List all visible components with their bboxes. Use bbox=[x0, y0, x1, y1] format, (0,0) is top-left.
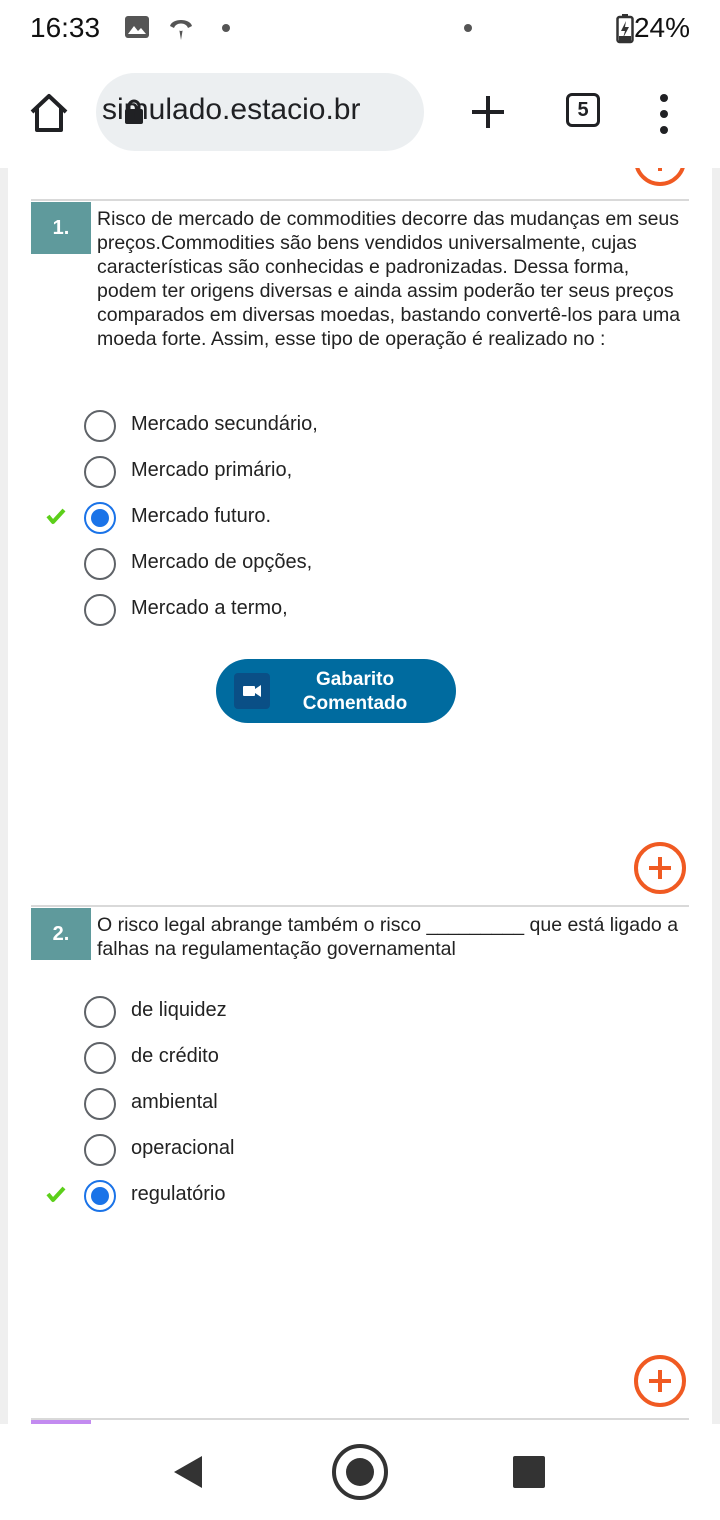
check-icon bbox=[46, 507, 66, 530]
radio-button[interactable] bbox=[84, 410, 116, 442]
status-bar bbox=[0, 0, 720, 58]
radio-button[interactable] bbox=[84, 548, 116, 580]
option-label: operacional bbox=[131, 1137, 235, 1159]
radio-button-selected[interactable] bbox=[84, 1180, 116, 1212]
tabs-icon[interactable]: 5 bbox=[566, 93, 600, 127]
gabarito-label bbox=[280, 668, 430, 716]
fiber-icon bbox=[166, 14, 196, 49]
option-label: regulatório bbox=[131, 1183, 226, 1205]
option-label: Mercado de opções, bbox=[131, 551, 313, 573]
status-time: 16:33 bbox=[30, 12, 101, 43]
system-navigation-bar bbox=[0, 1424, 720, 1520]
address-bar[interactable] bbox=[96, 73, 424, 151]
charging-battery-icon bbox=[616, 14, 634, 49]
question-number: 2. bbox=[31, 908, 91, 960]
gabarito-label-line2: Comentado bbox=[302, 693, 408, 714]
divider bbox=[31, 905, 689, 907]
option-label: Mercado primário, bbox=[131, 459, 293, 481]
url-text[interactable]: simulado.estacio.br bbox=[102, 93, 361, 126]
radio-button[interactable] bbox=[84, 1134, 116, 1166]
option-label: Mercado a termo, bbox=[131, 597, 288, 619]
question-text: O risco legal abrange também o risco _________ que está ligado a falhas na regulamentação governamental bbox=[97, 914, 679, 960]
question-sheet bbox=[8, 168, 712, 1424]
option-label: Mercado futuro. bbox=[131, 505, 272, 527]
check-icon bbox=[46, 1185, 66, 1208]
divider bbox=[31, 199, 689, 201]
option-label: de crédito bbox=[131, 1045, 219, 1067]
home-icon[interactable] bbox=[28, 92, 70, 134]
gabarito-label-line1: Gabarito bbox=[315, 669, 395, 690]
notification-dot bbox=[464, 24, 472, 32]
recents-icon[interactable] bbox=[513, 1456, 545, 1493]
radio-button[interactable] bbox=[84, 594, 116, 626]
menu-icon[interactable] bbox=[654, 92, 674, 136]
image-icon bbox=[124, 14, 150, 45]
video-camera-icon bbox=[234, 673, 270, 709]
page-background bbox=[0, 168, 720, 1424]
plus-icon[interactable] bbox=[466, 90, 510, 134]
gabarito-comentado-button[interactable] bbox=[216, 659, 456, 723]
expand-plus-icon[interactable] bbox=[634, 1355, 686, 1407]
radio-button[interactable] bbox=[84, 1088, 116, 1120]
expand-plus-icon[interactable] bbox=[634, 168, 686, 186]
question-number: 1. bbox=[31, 202, 91, 254]
radio-button[interactable] bbox=[84, 456, 116, 488]
back-icon[interactable] bbox=[172, 1454, 204, 1495]
divider bbox=[31, 1418, 689, 1420]
radio-button[interactable] bbox=[84, 1042, 116, 1074]
expand-plus-icon[interactable] bbox=[634, 842, 686, 894]
notification-dot bbox=[222, 24, 230, 32]
option-label: de liquidez bbox=[131, 999, 227, 1021]
radio-button-selected[interactable] bbox=[84, 502, 116, 534]
battery-percent: 24% bbox=[633, 12, 690, 43]
radio-button[interactable] bbox=[84, 996, 116, 1028]
home-circle-icon[interactable] bbox=[330, 1442, 390, 1507]
option-label: ambiental bbox=[131, 1091, 218, 1113]
question-text: Risco de mercado de commodities decorre das mudanças em seus preços.Commodities são bens vendidos universalmente, cujas características são conhecidas e padronizadas. Dessa forma, podem ter origens diversas e ainda assim poderão ter seus preços comparados em diversas moedas, bastando convertê-los para uma moeda forte. Assim, esse tipo de operação é realizado no : bbox=[97, 208, 681, 350]
option-label: Mercado secundário, bbox=[131, 413, 318, 435]
browser-toolbar bbox=[0, 58, 720, 168]
